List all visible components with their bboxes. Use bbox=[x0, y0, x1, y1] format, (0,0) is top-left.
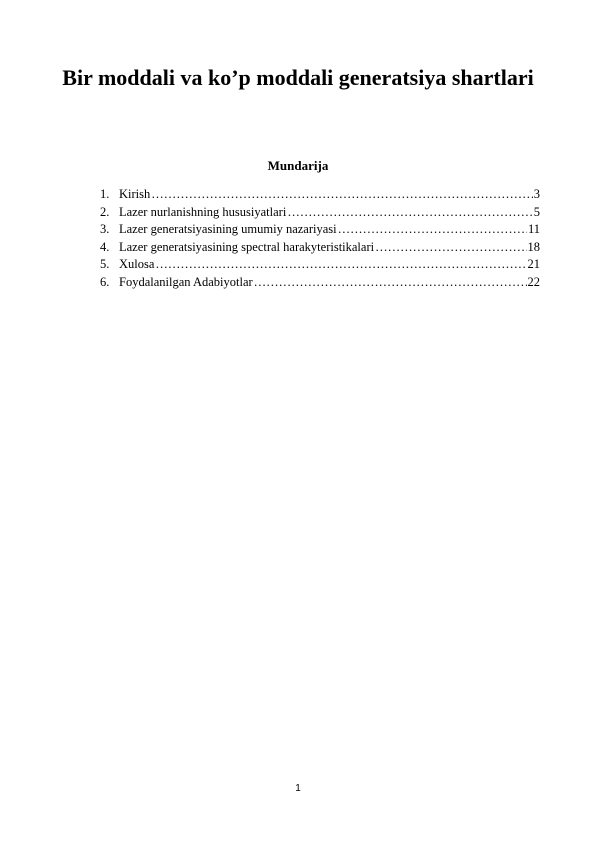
toc-item-number: 6. bbox=[100, 274, 110, 289]
toc-item-number: 1. bbox=[100, 187, 110, 201]
toc-item bbox=[100, 256, 540, 274]
toc-heading: Mundarija bbox=[267, 158, 329, 173]
toc-leader-dots bbox=[254, 274, 527, 292]
toc-item-page: 11 bbox=[527, 222, 540, 236]
document-title: Bir moddali va ko’p moddali generatsiya shartlari bbox=[62, 65, 534, 90]
toc-leader-dots bbox=[338, 221, 527, 239]
toc-leader-dots bbox=[151, 186, 533, 204]
toc-item-label: Kirish bbox=[119, 187, 151, 201]
toc-item bbox=[100, 239, 540, 257]
toc-item bbox=[100, 221, 540, 239]
toc-leader-dots bbox=[375, 239, 526, 257]
toc-item-page: 5 bbox=[533, 204, 540, 219]
toc-item-page: 3 bbox=[533, 187, 540, 201]
toc-item-label: Lazer generatsiyasining umumiy nazariyasi bbox=[119, 222, 337, 236]
toc-item bbox=[100, 186, 540, 204]
toc-leader-dots bbox=[155, 256, 526, 274]
toc-item-label: Lazer generatsiyasining spectral harakyteristikalari bbox=[119, 239, 375, 254]
toc-item-number: 2. bbox=[100, 204, 110, 219]
table-of-contents bbox=[100, 186, 540, 291]
toc-item bbox=[100, 274, 540, 292]
toc-item-label: Xulosa bbox=[119, 257, 155, 271]
toc-item-label: Foydalanilgan Adabiyotlar bbox=[119, 274, 253, 289]
toc-item-label: Lazer nurlanishning hususiyatlari bbox=[119, 204, 287, 219]
toc-item-page: 21 bbox=[527, 257, 540, 271]
toc-item-number: 3. bbox=[100, 222, 110, 236]
page-number: 1 bbox=[295, 783, 301, 794]
toc-item bbox=[100, 204, 540, 222]
toc-item-page: 22 bbox=[527, 274, 540, 289]
toc-item-page: 18 bbox=[527, 239, 540, 254]
toc-item-number: 4. bbox=[100, 239, 110, 254]
toc-item-number: 5. bbox=[100, 257, 110, 271]
toc-leader-dots bbox=[287, 204, 532, 222]
